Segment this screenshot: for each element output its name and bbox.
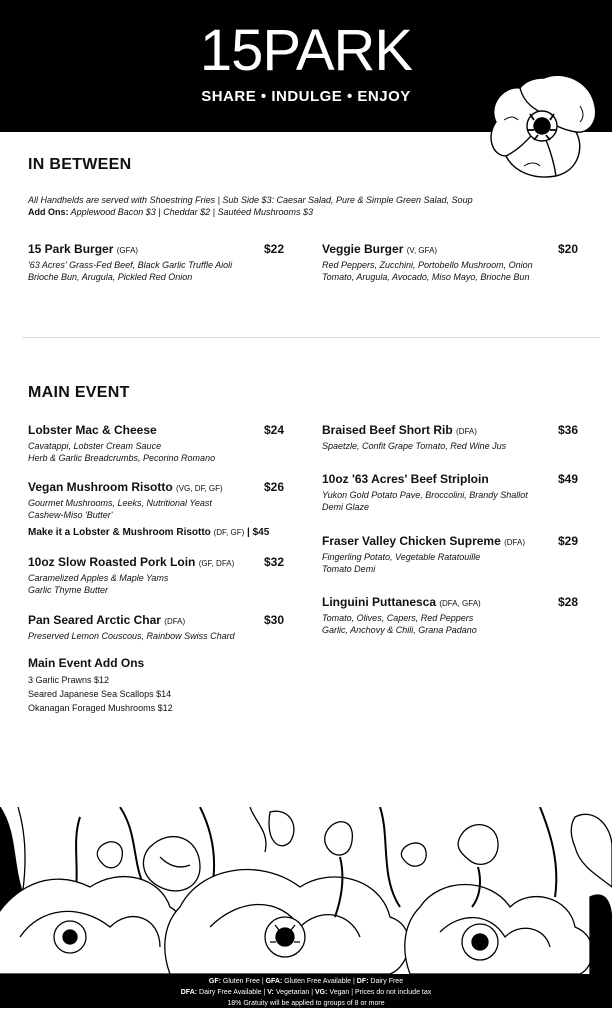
dietary-tag: (DFA): [164, 617, 186, 626]
addon-item: Seared Japanese Sea Scallops $14: [28, 689, 172, 699]
add-ons-label: Add Ons:: [28, 207, 69, 217]
item-name: Linguini Puttanesca (DFA, GFA): [322, 595, 481, 609]
menu-item-15-park-burger: [28, 242, 284, 283]
footer-legend: [0, 974, 612, 1008]
item-name: Lobster Mac & Cheese: [28, 423, 157, 437]
item-price: $28: [557, 595, 578, 609]
menu-item-veggie-burger: [322, 242, 578, 283]
item-description: Cavatappi, Lobster Cream Sauce Herb & Garlic Breadcrumbs, Pecorino Romano: [28, 441, 216, 463]
menu-item-chicken-supreme: [322, 534, 578, 575]
gratuity-note: 18% Gratuity will be applied to groups of 8 or more: [227, 1000, 385, 1007]
dietary-tag: (V, GFA): [406, 246, 438, 255]
lobster-risotto-upgrade: Make it a Lobster & Mushroom Risotto (DF, GF) | $45: [28, 527, 270, 538]
handhelds-note-line-2: [28, 206, 588, 218]
item-price: $29: [557, 534, 578, 548]
item-description: Yukon Gold Potato Pave, Broccolini, Brandy Shallot Demi Glaze: [322, 490, 528, 512]
poppy-flower-illustration: [484, 70, 604, 182]
item-description: '63 Acres' Grass-Fed Beef, Black Garlic Truffle Aioli Brioche Bun, Arugula, Pickled Red Onion: [28, 260, 233, 282]
item-price: $22: [263, 242, 284, 256]
menu-item-lobster-mac: [28, 423, 284, 464]
legend-line-2: DFA: Dairy Free Available | V: Vegetarian | VG: Vegan | Prices do not include tax: [180, 989, 432, 996]
item-name: Braised Beef Short Rib (DFA): [322, 423, 477, 437]
addons-list: [28, 673, 173, 715]
item-price: $32: [263, 555, 284, 569]
dietary-tag: (DFA): [504, 538, 525, 547]
logo: 15PARK: [199, 18, 413, 83]
item-price: $26: [263, 480, 284, 494]
section-title-in-between: IN BETWEEN: [28, 156, 132, 173]
section-title-main-event: MAIN EVENT: [28, 384, 130, 401]
poppy-border-icon: [0, 807, 612, 974]
item-description: Fingerling Potato, Vegetable Ratatouille Tomato Demi: [322, 552, 481, 574]
addon-item: Okanagan Foraged Mushrooms $12: [28, 703, 173, 713]
menu-item-short-rib: [322, 423, 578, 452]
item-name: Veggie Burger (V, GFA): [322, 242, 438, 256]
menu-item-linguini-puttanesca: [322, 595, 578, 636]
item-price: $30: [263, 613, 284, 627]
item-price: $36: [557, 423, 578, 437]
item-description: Gourmet Mushrooms, Leeks, Nutritional Yeast Cashew-Miso 'Butter': [28, 498, 212, 520]
item-description: Tomato, Olives, Capers, Red Peppers Garlic, Anchovy & Chili, Grana Padano: [322, 613, 477, 635]
item-description: Caramelized Apples & Maple Yams Garlic Thyme Butter: [28, 573, 169, 595]
tagline: SHARE • INDULGE • ENJOY: [201, 88, 411, 105]
item-name: Vegan Mushroom Risotto (VG, DF, GF): [28, 480, 223, 494]
addon-item: 3 Garlic Prawns $12: [28, 675, 110, 685]
legend-line-1: GF: Gluten Free | GFA: Gluten Free Available | DF: Dairy Free: [208, 978, 404, 985]
menu-item-pork-loin: [28, 555, 284, 596]
item-name: Pan Seared Arctic Char (DFA): [28, 613, 186, 627]
item-name: Fraser Valley Chicken Supreme (DFA): [322, 534, 525, 548]
section-divider: [22, 337, 600, 338]
item-description: Spaetzle, Confit Grape Tomato, Red Wine Jus: [322, 441, 507, 451]
item-price: $24: [263, 423, 284, 437]
item-description: Red Peppers, Zucchini, Portobello Mushroom, Onion Tomato, Arugula, Avocado, Miso Mayo, Brioche Bun: [322, 260, 533, 282]
item-name: 15 Park Burger (GFA): [28, 242, 139, 256]
handhelds-note: [28, 194, 588, 218]
floral-border-illustration: [0, 807, 612, 974]
dietary-tag: (GF, DFA): [198, 559, 235, 568]
dietary-tag: (GFA): [116, 246, 139, 255]
menu-item-striploin: [322, 472, 578, 513]
menu-item-arctic-char: [28, 613, 284, 642]
item-price: $49: [557, 472, 578, 486]
add-ons-list: Applewood Bacon $3 | Cheddar $2 | Sautéed Mushrooms $3: [68, 207, 313, 217]
handhelds-note-line-1: All Handhelds are served with Shoestring Fries | Sub Side $3: Caesar Salad, Pure & Simple Green Salad, Soup: [28, 195, 473, 205]
addons-title: Main Event Add Ons: [28, 656, 145, 670]
item-description: Preserved Lemon Couscous, Rainbow Swiss Chard: [28, 631, 235, 641]
dietary-tag: (DFA, GFA): [439, 599, 481, 608]
dietary-tag: (VG, DF, GF): [176, 484, 223, 493]
item-price: $20: [557, 242, 578, 256]
item-name: 10oz '63 Acres' Beef Striploin: [322, 472, 489, 486]
dietary-tag: (DFA): [456, 427, 477, 436]
menu-item-vegan-mushroom-risotto: [28, 480, 284, 521]
item-name: 10oz Slow Roasted Pork Loin (GF, DFA): [28, 555, 235, 569]
